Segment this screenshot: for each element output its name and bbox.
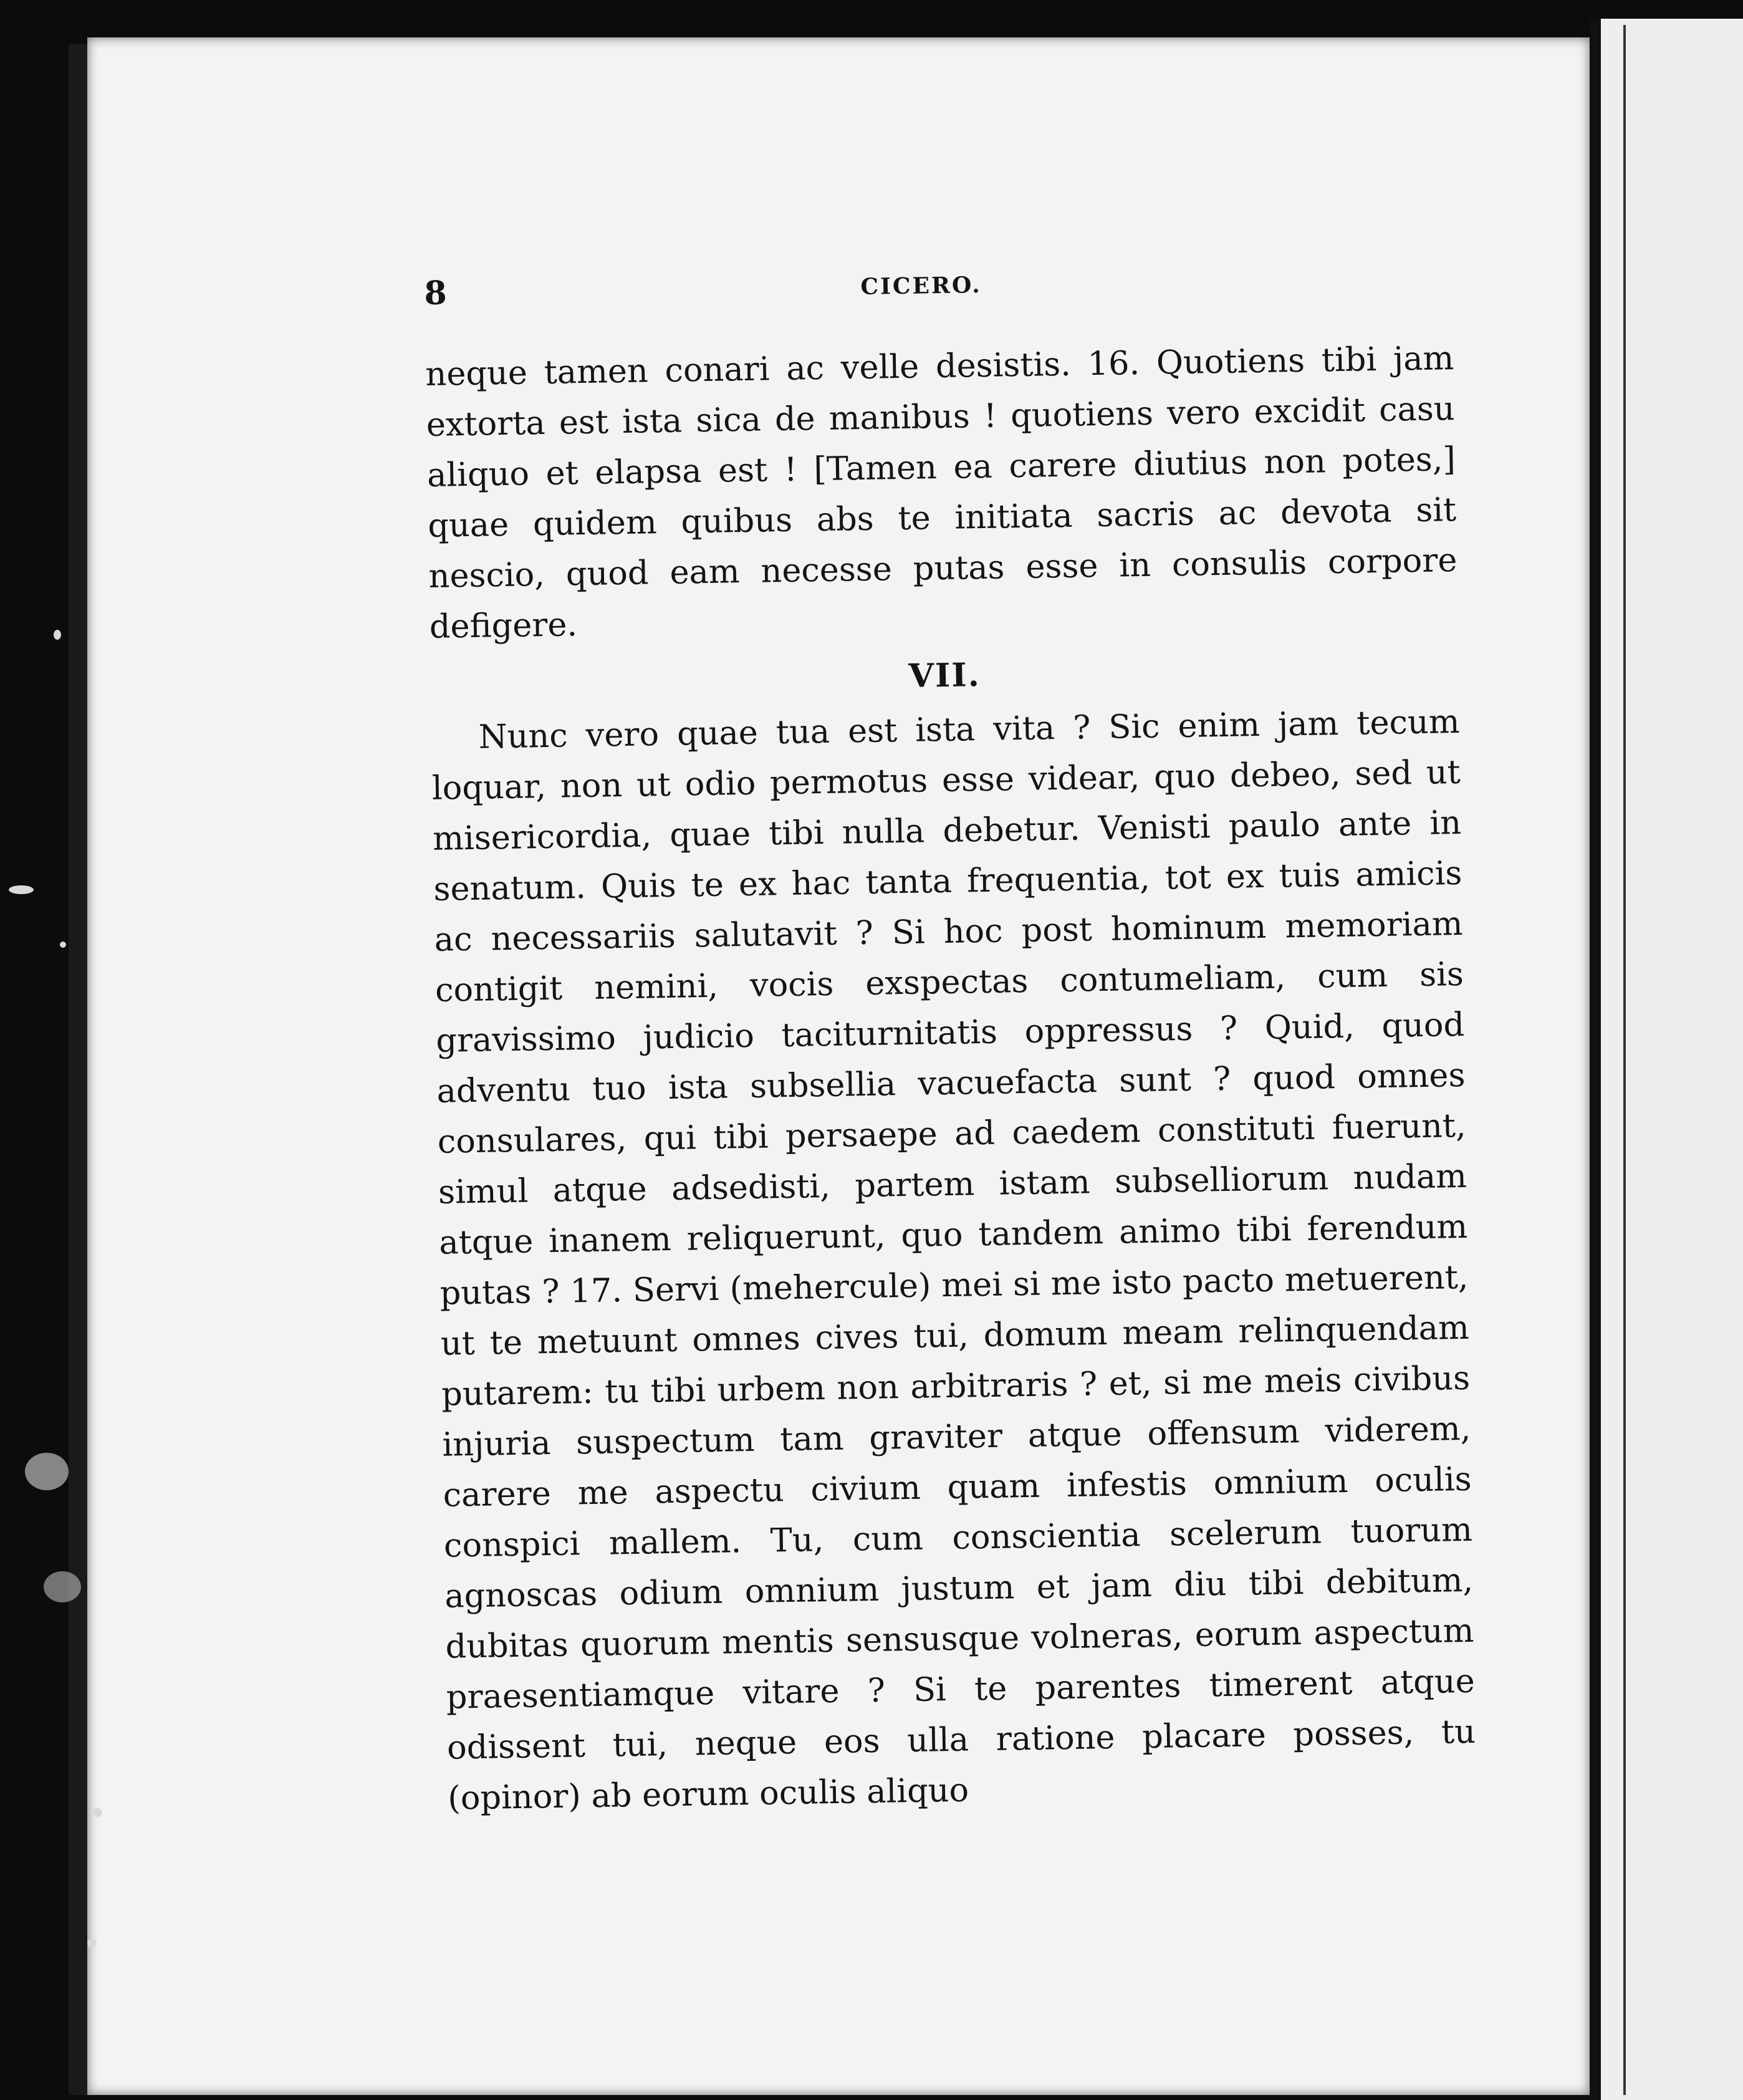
margin-speck [87, 1939, 96, 1948]
margin-speck [54, 630, 61, 640]
page-text-block [424, 258, 1477, 1824]
margin-speck [44, 1571, 81, 1602]
adjacent-page-rule [1623, 25, 1626, 2095]
margin-speck [60, 942, 66, 948]
page-number: 8 [424, 274, 448, 312]
adjacent-page-strip [1601, 19, 1743, 2100]
margin-speck [9, 885, 34, 894]
gutter-shadow [1590, 19, 1601, 2100]
margin-speck [94, 1808, 102, 1817]
chapter-heading: VII. [908, 656, 981, 695]
page-left-edge [69, 44, 90, 2095]
running-head: CICERO. [860, 271, 982, 300]
paragraph-1: neque tamen conari ac velle desistis. 16. Quotiens tibi jam extorta est ista sica de manibus ! quotiens vero excidit casu aliquo et elapsa est ! [Tamen ea carere diutius non potes,] quae quidem quibus abs te initiata sacris ac devota sit nescio, quod eam necesse putas esse in consulis corpore defigere. [425, 339, 1457, 646]
margin-speck [25, 1453, 69, 1490]
paragraph-2: Nunc vero quae tua est ista vita ? Sic enim jam tecum loquar, non ut odio permotus esse videar, quo debeo, sed ut misericordia, quae tibi nulla debetur. Venisti paulo ante in senatum. Quis te ex hac tanta frequentia, tot ex tuis amicis ac necessariis salutavit ? Si hoc post hominum memoriam contigit nemini, vocis exspectas contumeliam, cum sis gravissimo judicio taciturnitatis oppressus ? Quid, quod adventu tuo ista subsellia vacuefacta sunt ? quod omnes consulares, qui tibi persaepe ad caedem constituti fuerunt, simul atque adsedisti, partem istam subselliorum nudam atque inanem reliquerunt, quo tandem animo tibi ferendum putas ? 17. Servi (mehercule) mei si me isto pacto metuerent, ut te metuunt omnes cives tui, domum meam relinquendam putarem: tu tibi urbem non arbitraris ? et, si me meis civibus injuria suspectum tam graviter atque offensum viderem, carere me aspectu civium quam infestis omnium oculis conspici mallem. Tu, cum conscientia scelerum tuorum agnoscas odium omnium justum et jam diu tibi debitum, dubitas quorum mentis sensusque volneras, eorum aspectum praesentiamque vitare ? Si te parentes timerent atque odissent tui, neque eos ulla ratione placare posses, tu (opinor) ab eorum oculis aliquo [431, 702, 1476, 1818]
